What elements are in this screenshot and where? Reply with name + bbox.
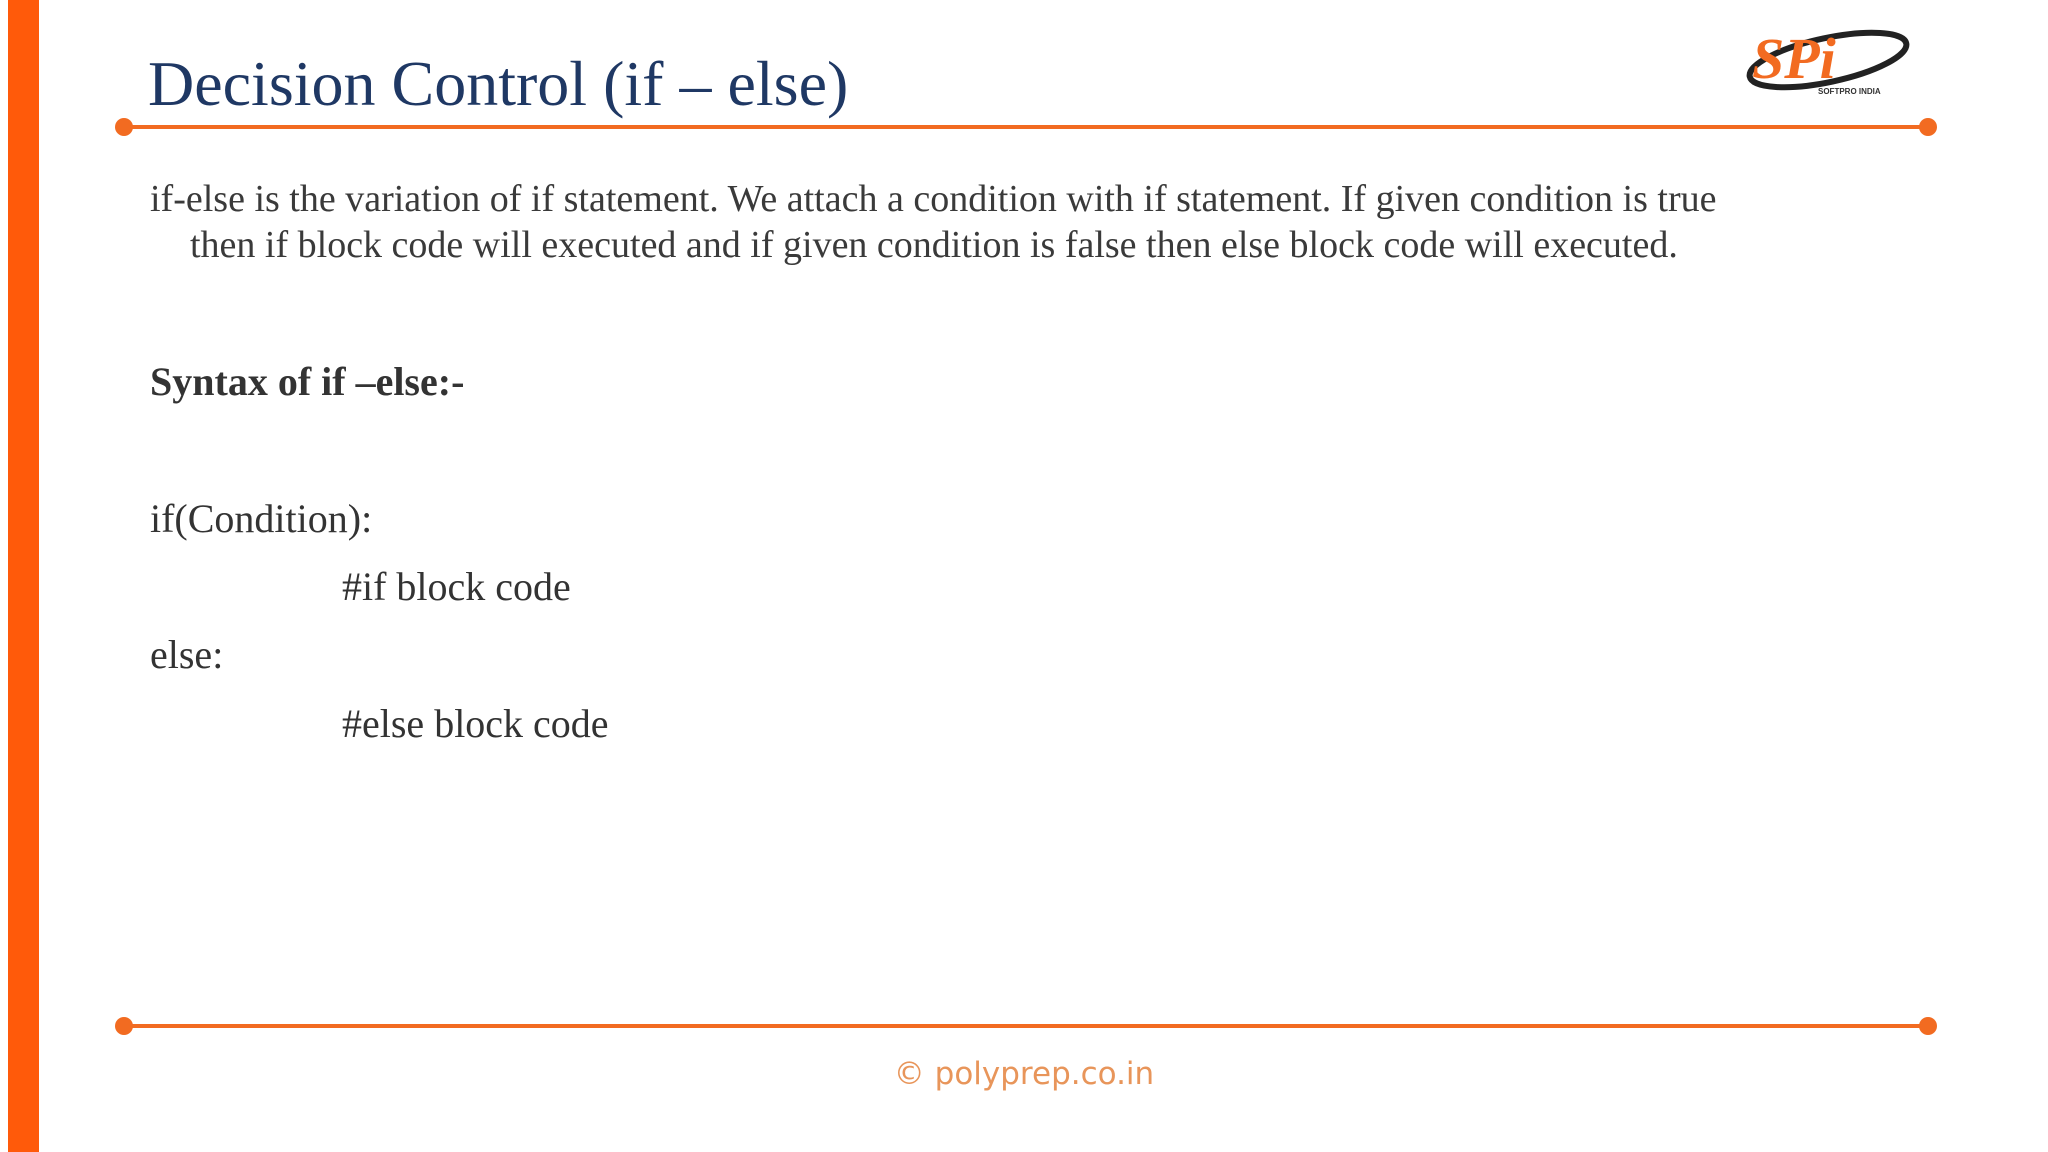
code-line-if-block: #if block code (342, 564, 571, 609)
code-line-if: if(Condition): (150, 496, 373, 541)
logo-subtext: SOFTPRO INDIA (1818, 87, 1881, 96)
code-line-else-block: #else block code (342, 701, 609, 746)
bottom-divider (124, 1024, 1928, 1028)
divider-dot-right (1919, 1017, 1937, 1035)
divider-dot-left (115, 1017, 133, 1035)
description-line-2: then if block code will executed and if given condition is false then else block code will executed. (190, 224, 1678, 266)
footer-copyright: © polyprep.co.in (893, 1056, 1155, 1092)
left-accent-bar (8, 0, 39, 1152)
divider-dot-right (1919, 118, 1937, 136)
slide-title: Decision Control (if – else) (148, 48, 849, 119)
syntax-heading: Syntax of if –else:- (150, 359, 465, 404)
spi-logo (1740, 20, 1910, 100)
description-paragraph (150, 176, 1940, 268)
code-line-else: else: (150, 632, 224, 677)
logo-text: SPi (1752, 26, 1836, 91)
top-divider (124, 125, 1928, 129)
divider-dot-left (115, 118, 133, 136)
description-line-1: if-else is the variation of if statement. We attach a condition with if statement. If given condition is true (150, 178, 1717, 220)
